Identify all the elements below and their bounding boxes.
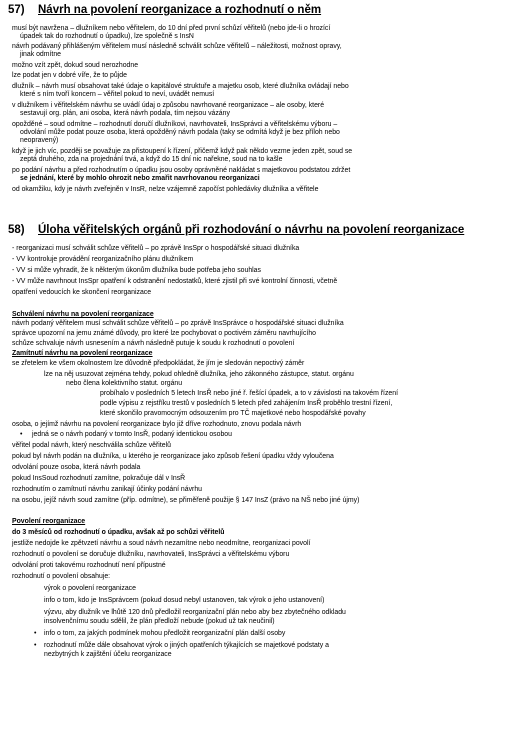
- sub3-line-2: rozhodnutí o povolení se doručuje dlužníku, navrhovateli, InsSprávci a věřitelskému výboru: [12, 551, 290, 558]
- section-57-heading: [8, 4, 321, 16]
- s57-line-11: odvolání může podat pouze osoba, která opožděný návrh podala (taky se odmítá když je bez příloh nebo: [20, 129, 340, 136]
- s57-line-15: po podání návrhu a před rozhodnutím o úpadku jsou osoby oprávněné nakládat s majetkovou podstatou zdržet: [12, 167, 351, 174]
- s58-intro-4: opatření vedoucích ke skončení reorganizace: [12, 289, 152, 296]
- sub3-line-1: jestliže nedojde ke zpětvzetí návrhu a soud návrh nezamítne nebo neodmítne, reorganizaci povolí: [12, 540, 311, 547]
- section-58-heading: [8, 224, 464, 236]
- section-58-number: 58): [8, 224, 25, 236]
- sub1-line-1: správce upozorní na jemu známé důvody, pro které lze pochybovat o poctivém záměru navrhujícího: [12, 330, 316, 337]
- sub3-line-8: insolvenčnímu soudu sdělil, že plán předloží nebude (pokud už tak neučinil): [44, 618, 275, 625]
- sub2-line-13: na osobu, jejíž návrh soud zamítne (příp. odmítne), se přiměřeně použije § 147 InsZ (právo na NŠ nebo jiné újmy): [12, 497, 360, 504]
- sub1-line-2: schůze schvaluje návrh usnesením a návrh následně putuje k soudu k rozhodnutí o povolení: [12, 340, 295, 347]
- sub2-line-5: které skončilo pravomocným odsouzením pro TČ majetkové nebo hospodářské povahy: [100, 410, 366, 417]
- s58-intro-0: - reorganizaci musí schválit schůze věřitelů – po zprávě InsSpr o hospodářské situaci dlužníka: [12, 245, 300, 252]
- sub2-line-9: pokud byl návrh podán na dlužníka, u kterého je reorganizace jako způsob řešení úpadku vždy vyloučena: [12, 453, 334, 460]
- s57-line-13: když je jich víc, později se považuje za přistoupení k řízení, přičemž když pak někdo vezme jeden zpět, soud se: [12, 148, 353, 155]
- s57-line-0: musí být navržena – dlužníkem nebo věřitelem, do 10 dní před první schůzí věřitelů (nebo jde-li o hrozící: [12, 25, 331, 32]
- s58-intro-2: - VV si může vyhradit, že k některým úkonům dlužníka bude potřeba jeho souhlas: [12, 267, 261, 274]
- sub3-line-11: nezbytných k zajištění účelu reorganizace: [44, 651, 172, 658]
- sub3-line-7: výzvu, aby dlužník ve lhůtě 120 dnů předložil reorganizační plán nebo aby bez zbytečného odkladu: [44, 609, 346, 616]
- s57-line-12: neopravený): [20, 137, 59, 144]
- bullet-icon: •: [34, 630, 37, 637]
- s57-line-9: sestavují org. plán, ani osoba, která návrh podala, tím nejsou vázány: [20, 110, 230, 117]
- sub2-line-4: podle výpisu z rejstříku trestů v posledních 5 letech před zahájením InsŘ proběhlo trestní řízení,: [100, 400, 393, 407]
- s57-line-17: od okamžiku, kdy je návrh zveřejněn v InsR, nelze vzájemně započíst pohledávky dlužníka a věřitele: [12, 186, 319, 193]
- s57-line-4: možno vzít zpět, dokud soud nerozhodne: [12, 62, 139, 69]
- s57-line-2: návrh podávaný přihlášeným věřitelem musí následně schválit schůze věřitelů – náležitosti, možnost opravy,: [12, 43, 342, 50]
- sub3-line-5: výrok o povolení reorganizace: [44, 585, 136, 592]
- bullet-icon: •: [34, 642, 37, 649]
- s57-line-8: v dlužníkem i věřitelském návrhu se uvádí údaj o způsobu navrhované reorganizace – ale osoby, které: [12, 102, 325, 109]
- sub2-line-0: se zřetelem ke všem okolnostem lze důvodně předpokládat, že jím je sledován nepoctivý záměr: [12, 360, 305, 367]
- bullet-icon: •: [20, 431, 23, 438]
- s57-line-7: které s ním tvoří koncern – věřitel pokud to neví, uvádět nemusí: [20, 91, 215, 98]
- sub2-line-12: rozhodnutím o zamítnutí návrhu zanikají účinky podání návrhu: [12, 486, 202, 493]
- sub2-line-6: osoba, o jejímž návrhu na povolení reorganizace bylo již dříve rozhodnuto, znovu podala návrh: [12, 421, 302, 428]
- sub3-line-10: rozhodnutí může dále obsahovat výrok o jiných opatřeních týkajících se majetkové podstaty a: [44, 642, 329, 649]
- sub2-line-11: pokud InsSoud rozhodnutí zamítne, pokračuje dál v InsŘ: [12, 475, 186, 482]
- s58-intro-3: - VV může navrhnout InsSpr opatření k odstranění nedostatků, které zjistil při své kontrolní činnosti, včetně: [12, 278, 338, 285]
- sub3-line-3: odvolání proti takovému rozhodnutí není přípustné: [12, 562, 166, 569]
- sub2-line-10: odvolání pouze osoba, která návrh podala: [12, 464, 141, 471]
- sub3-line-0: do 3 měsíců od rozhodnutí o úpadku, avšak až po schůzi věřitelů: [12, 529, 225, 536]
- s57-line-5: lze podat jen v dobré víře, že to půjde: [12, 72, 127, 79]
- s57-line-3: jinak odmítne: [20, 51, 61, 58]
- sub2-title: Zamítnutí návrhu na povolení reorganizace: [12, 350, 153, 357]
- section-57-title: Návrh na povolení reorganizace a rozhodnutí o něm: [38, 4, 322, 16]
- sub3-line-6: info o tom, kdo je InsSprávcem (pokud dosud nebyl ustanoven, tak výrok o jeho ustanovení): [44, 597, 325, 604]
- s57-line-16: se jednání, které by mohlo ohrozit nebo zmařit navrhovanou reorganizaci: [20, 175, 260, 182]
- sub2-line-1: lze na něj usuzovat zejména tehdy, pokud ohledně dlužníka, jeho zákonného zástupce, statut. orgánu: [44, 371, 354, 378]
- s57-line-1: úpadek tak do rozhodnutí o úpadku), lze společně s InsN: [20, 33, 194, 40]
- sub3-title: Povolení reorganizace: [12, 518, 86, 525]
- section-57-number: 57): [8, 4, 25, 16]
- sub2-line-7: jedná se o návrh podaný v tomto InsŘ, podaný identickou osobou: [32, 431, 232, 438]
- sub1-title: Schválení návrhu na povolení reorganizace: [12, 311, 154, 318]
- sub3-line-9: info o tom, za jakých podmínek mohou předložit reorganizační plán další osoby: [44, 630, 286, 637]
- s58-intro-1: - VV kontroluje provádění reorganizačního plánu dlužníkem: [12, 256, 194, 263]
- s57-line-14: zeptá druhého, zda na projednání trvá, a když do 15 dní nic nařekne, soud na to kašle: [20, 156, 283, 163]
- sub1-line-0: návrh podaný věřitelem musí schválit schůze věřitelů – po zprávě InsSprávce o hospodářské situaci dlužníka: [12, 320, 344, 327]
- section-58-title: Úloha věřitelských orgánů při rozhodování o návrhu na povolení reorganizace: [38, 224, 465, 236]
- sub3-line-4: rozhodnutí o povolení obsahuje:: [12, 573, 111, 580]
- sub2-line-8: věřitel podal návrh, který neschválila schůze věřitelů: [12, 442, 171, 449]
- sub2-line-2: nebo člena kolektivního statut. orgánu: [66, 380, 183, 387]
- sub2-line-3: probíhalo v posledních 5 letech InsŘ nebo jiné ř. řešící úpadek, a to v závislosti na takovém řízení: [100, 390, 398, 397]
- s57-line-10: opožděné – soud odmítne – rozhodnutí doručí dlužníkovi, navrhovateli, InsSprávci a věřitelskému výboru –: [12, 121, 338, 128]
- s57-line-6: dlužník – návrh musí obsahovat také údaje o kapitálové struktuře a majetku osob, které dlužníka ovládají nebo: [12, 83, 349, 90]
